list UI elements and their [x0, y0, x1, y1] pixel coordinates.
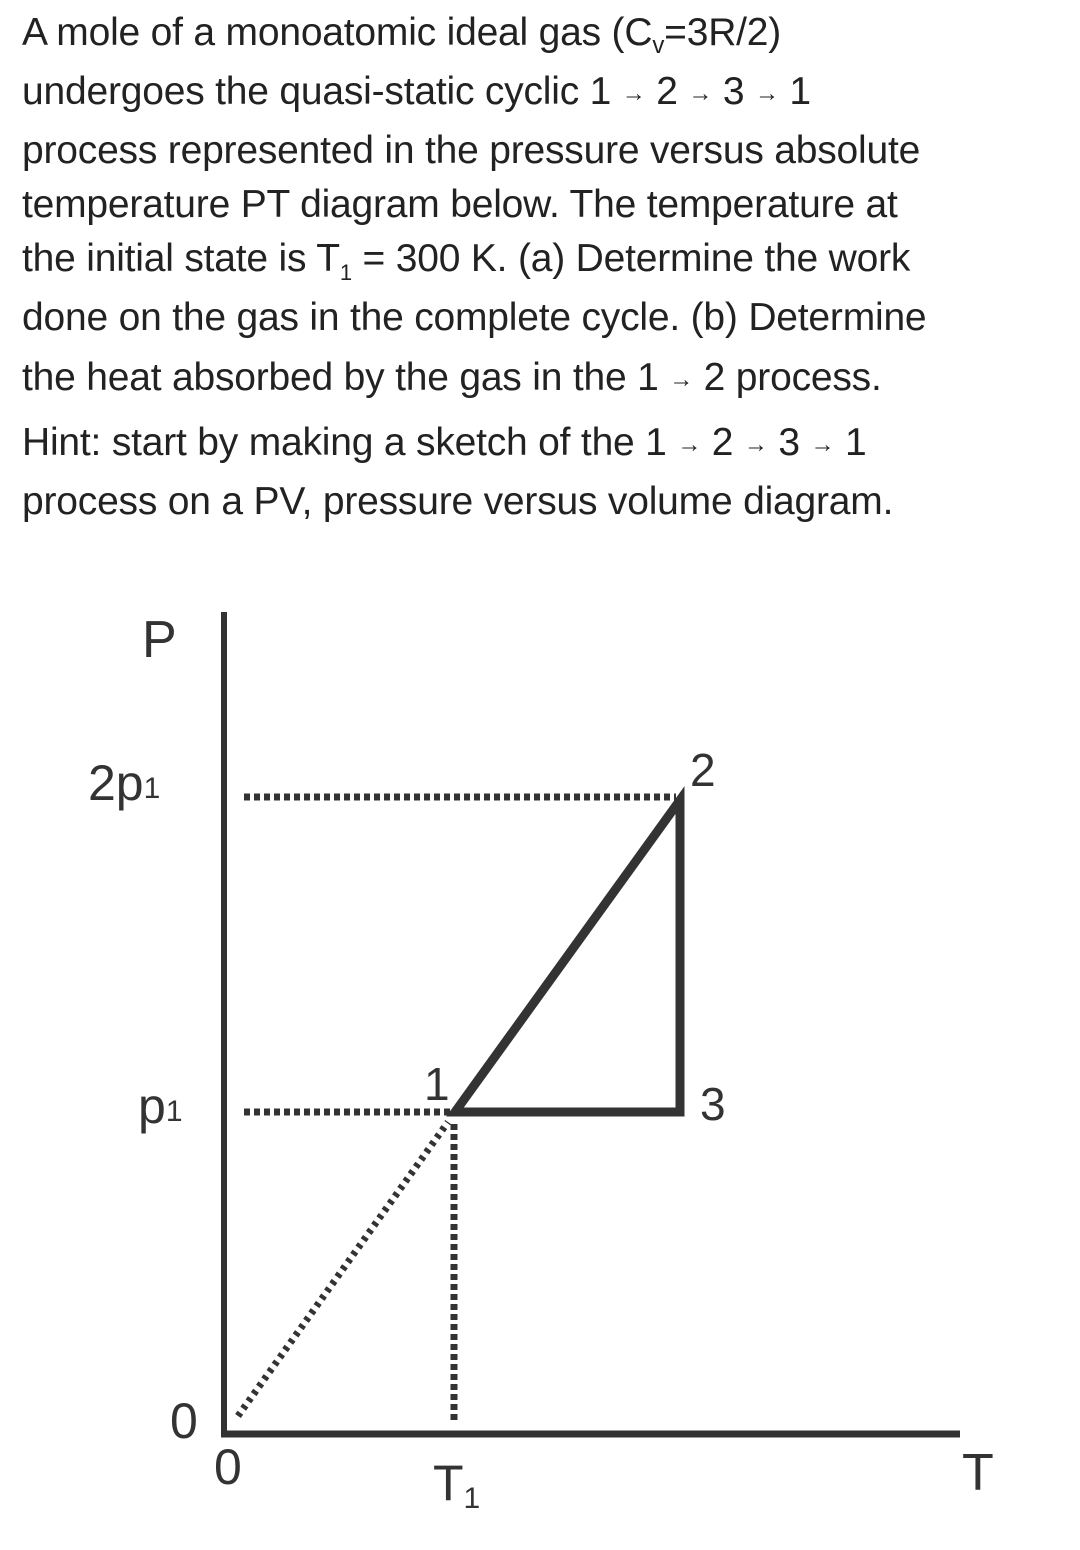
problem-text: 3 — [722, 70, 745, 113]
point-label-3: 3 — [700, 1078, 726, 1130]
arrow-right-icon: → — [669, 366, 694, 393]
problem-text: the initial state is T — [22, 237, 340, 280]
tick-label-2p1 — [88, 755, 160, 811]
subscript-1: 1 — [339, 260, 352, 285]
problem-text: = 300 K. (a) Determine the work — [351, 237, 911, 280]
point-label-1: 1 — [424, 1058, 450, 1110]
tick-p1-sub: 1 — [165, 1095, 183, 1128]
problem-text: 1 — [844, 421, 867, 464]
problem-line-3: process represented in the pressure versus absolute — [22, 129, 921, 172]
origin-label-y: 0 — [170, 1393, 198, 1449]
arrow-right-icon: → — [688, 80, 713, 107]
problem-text: 1 — [789, 70, 811, 113]
problem-text: 2 — [711, 421, 734, 464]
tick-p1-main: p — [138, 1078, 166, 1134]
problem-text: the heat absorbed by the gas in the 1 — [22, 356, 659, 399]
tick-2p1-sub: 1 — [143, 772, 161, 805]
tick-t1-main: T — [433, 1455, 464, 1511]
arrow-right-icon: → — [810, 431, 835, 458]
tick-t1-sub: 1 — [463, 1482, 481, 1515]
arrow-right-icon: → — [677, 431, 702, 458]
tick-2p1-main: 2p — [88, 755, 144, 811]
problem-line-6: done on the gas in the complete cycle. (b) Determine — [22, 296, 927, 339]
arrow-right-icon: → — [743, 431, 768, 458]
x-axis-label: T — [962, 1444, 994, 1502]
problem-text: undergoes the quasi-static cyclic 1 — [22, 70, 612, 113]
problem-line-9: process on a PV, pressure versus volume diagram. — [22, 480, 894, 523]
problem-line-4: temperature PT diagram below. The temperature at — [22, 183, 898, 226]
problem-text: 2 — [656, 70, 678, 113]
y-axis-label: P — [142, 611, 177, 669]
tick-label-p1 — [138, 1078, 183, 1134]
origin-label-x: 0 — [214, 1439, 242, 1495]
subscript-v: v — [652, 32, 665, 59]
problem-text: Hint: start by making a sketch of the 1 — [22, 421, 667, 464]
problem-text: A mole of a monoatomic ideal gas (C — [22, 11, 653, 54]
point-label-2: 2 — [690, 744, 716, 796]
problem-text: 2 process. — [703, 356, 882, 399]
problem-text: =3R/2) — [664, 11, 782, 54]
tick-label-t1 — [433, 1455, 480, 1515]
guide-origin-diagonal — [238, 1122, 448, 1416]
problem-text: 3 — [778, 421, 800, 464]
arrow-right-icon: → — [621, 80, 646, 107]
arrow-right-icon: → — [754, 80, 779, 107]
cycle-path — [455, 800, 680, 1112]
